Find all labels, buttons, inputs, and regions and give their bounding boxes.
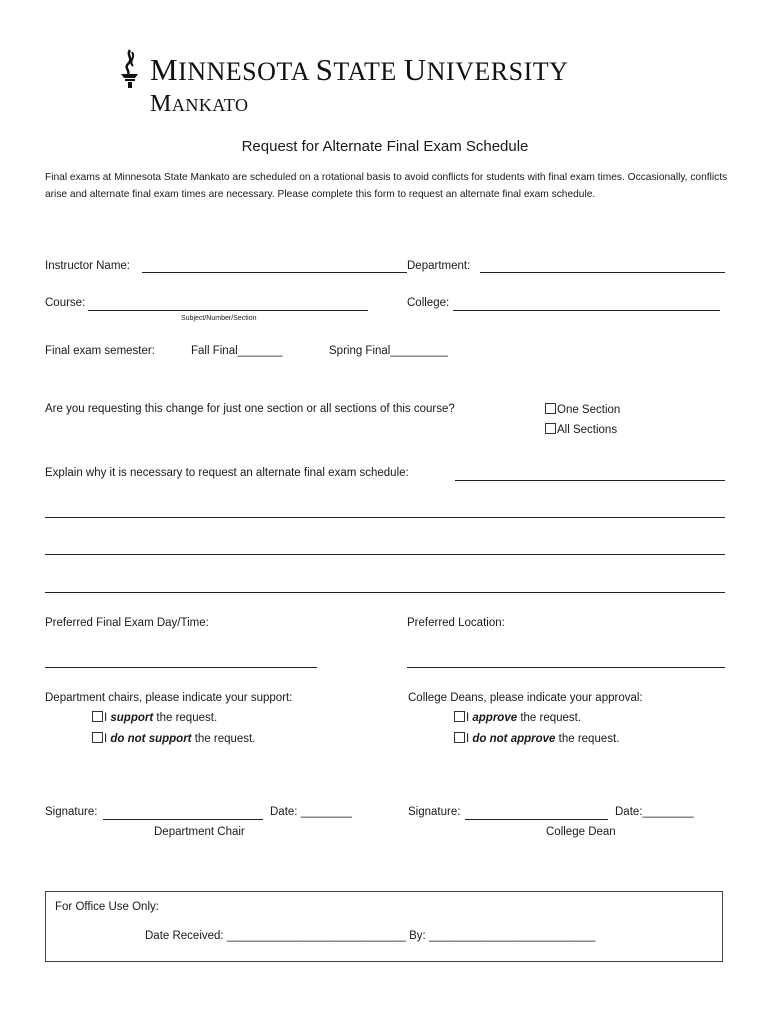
- logo-word: ANKATO: [171, 95, 249, 115]
- college-label: College:: [407, 297, 450, 309]
- preferred-day-label: Preferred Final Exam Day/Time:: [45, 617, 209, 629]
- chair-not-support-suffix: the request.: [191, 733, 256, 745]
- logo-letter: M: [150, 52, 179, 87]
- preferred-location-field[interactable]: [407, 667, 725, 668]
- chairs-label: Department chairs, please indicate your support:: [45, 692, 293, 704]
- by-label: By:: [409, 930, 426, 942]
- explain-field-line-3[interactable]: [45, 554, 725, 555]
- logo-wordmark: [150, 52, 672, 118]
- chair-support-option[interactable]: [92, 711, 217, 724]
- course-field[interactable]: [88, 310, 368, 311]
- explain-field-line-4[interactable]: [45, 592, 725, 593]
- chair-support-suffix: the request.: [153, 712, 218, 724]
- office-use-title: For Office Use Only:: [55, 901, 159, 913]
- form-title: Request for Alternate Final Exam Schedule: [241, 138, 529, 155]
- chair-signature-label: Signature:: [45, 806, 98, 818]
- all-sections-option[interactable]: [545, 423, 617, 436]
- chair-not-support-emphasis: do not support: [110, 733, 192, 745]
- dean-approve-prefix: I: [466, 712, 473, 724]
- dean-approve-emphasis: approve: [472, 712, 518, 724]
- chair-caption: Department Chair: [154, 826, 245, 838]
- course-hint: Subject/Number/Section: [181, 315, 257, 322]
- dean-approve-suffix: the request.: [517, 712, 582, 724]
- chair-support-emphasis: support: [110, 712, 154, 724]
- dean-not-approve-suffix: the request.: [555, 733, 620, 745]
- fall-final-blank[interactable]: _______: [237, 345, 283, 357]
- spring-final-blank[interactable]: _________: [390, 345, 448, 357]
- semester-label: Final exam semester:: [45, 345, 155, 357]
- fall-final-option[interactable]: [191, 345, 282, 357]
- logo-letter: M: [150, 91, 172, 117]
- instructor-label: Instructor Name:: [45, 260, 130, 272]
- logo-word: INNESOTA: [178, 57, 309, 86]
- all-sections-label: All Sections: [557, 424, 618, 436]
- date-received-label: Date Received:: [145, 930, 224, 942]
- torch-icon: [116, 48, 144, 90]
- one-section-option[interactable]: [545, 403, 620, 416]
- university-logo: [112, 46, 672, 117]
- college-field[interactable]: [453, 310, 720, 311]
- dean-date-blank[interactable]: ________: [642, 806, 694, 818]
- date-received-row: [145, 930, 595, 942]
- office-use-box: [45, 891, 723, 962]
- dean-date-label: Date:: [615, 806, 643, 818]
- course-label: Course:: [45, 297, 86, 309]
- dean-signature-label: Signature:: [408, 806, 461, 818]
- dean-signature-field[interactable]: [465, 819, 608, 820]
- explain-label: Explain why it is necessary to request an alternate final exam schedule:: [45, 467, 409, 479]
- deans-label: College Deans, please indicate your approval:: [408, 692, 643, 704]
- dean-approve-option[interactable]: [454, 711, 581, 724]
- logo-letter: S: [315, 52, 334, 87]
- chair-support-checkbox[interactable]: [92, 711, 103, 722]
- explain-field-line-2[interactable]: [45, 517, 725, 518]
- chair-date-blank[interactable]: ________: [300, 806, 352, 818]
- date-received-field[interactable]: ____________________________: [226, 930, 406, 942]
- chair-date-label: Date:: [270, 806, 298, 818]
- dean-not-approve-checkbox[interactable]: [454, 732, 465, 743]
- logo-letter: U: [403, 52, 427, 87]
- chair-support-prefix: I: [104, 712, 111, 724]
- department-field[interactable]: [480, 272, 725, 273]
- spring-final-label: Spring Final: [329, 345, 391, 357]
- one-section-checkbox[interactable]: [545, 403, 556, 414]
- by-field[interactable]: __________________________: [428, 930, 596, 942]
- logo-word: NIVERSITY: [426, 57, 568, 86]
- chair-signature-field[interactable]: [103, 819, 263, 820]
- chair-not-support-option[interactable]: [92, 732, 255, 745]
- sections-question: Are you requesting this change for just one section or all sections of this course?: [45, 403, 455, 415]
- preferred-day-field[interactable]: [45, 667, 317, 668]
- all-sections-checkbox[interactable]: [545, 423, 556, 434]
- chair-not-support-checkbox[interactable]: [92, 732, 103, 743]
- logo-word: TATE: [333, 57, 397, 86]
- dean-approve-checkbox[interactable]: [454, 711, 465, 722]
- spring-final-option[interactable]: [329, 345, 448, 357]
- dean-not-approve-prefix: I: [466, 733, 473, 745]
- fall-final-label: Fall Final: [191, 345, 238, 357]
- dean-not-approve-option[interactable]: [454, 732, 619, 745]
- chair-date-field[interactable]: [270, 806, 352, 818]
- one-section-label: One Section: [557, 404, 621, 416]
- intro-paragraph: Final exams at Minnesota State Mankato are scheduled on a rotational basis to avoid conflicts for students with final exam times. Occasionally, conflicts arise and alternate final exam times are necessary. Please complete this form to request an alternate final exam schedule.: [45, 172, 728, 200]
- instructor-name-field[interactable]: [142, 272, 407, 273]
- chair-not-support-prefix: I: [104, 733, 111, 745]
- preferred-location-label: Preferred Location:: [407, 617, 505, 629]
- dean-not-approve-emphasis: do not approve: [472, 733, 556, 745]
- dean-caption: College Dean: [546, 826, 616, 838]
- explain-field-line-1[interactable]: [455, 480, 725, 481]
- dean-date-field[interactable]: [615, 806, 694, 818]
- department-label: Department:: [407, 260, 471, 272]
